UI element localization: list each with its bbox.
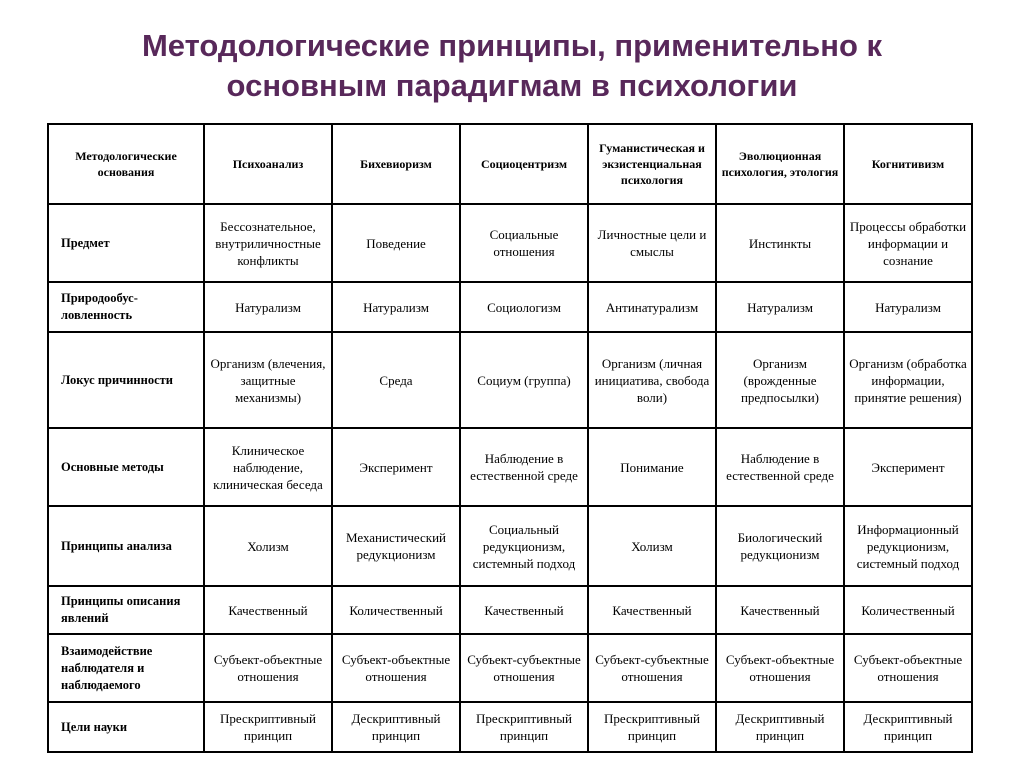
table-cell: Натурализм [204, 282, 332, 332]
row-header: Предмет [48, 204, 204, 282]
table-cell: Социологизм [460, 282, 588, 332]
table-cell: Эксперимент [844, 428, 972, 506]
table-row [48, 282, 972, 332]
row-header: Природообус-ловленность [48, 282, 204, 332]
table-cell: Дескриптивный принцип [844, 702, 972, 752]
table-cell: Дескриптивный принцип [332, 702, 460, 752]
table-cell: Поведение [332, 204, 460, 282]
table-cell: Организм (влечения, защитные механизмы) [204, 332, 332, 428]
table-cell: Качественный [204, 586, 332, 634]
table-cell: Антинатурализм [588, 282, 716, 332]
table-cell: Наблюдение в естественной среде [716, 428, 844, 506]
table-row [48, 634, 972, 702]
table-cell: Процессы обработки информации и сознание [844, 204, 972, 282]
slide-title [0, 26, 1024, 106]
table-cell: Качественный [716, 586, 844, 634]
table-row [48, 204, 972, 282]
table-cell: Натурализм [844, 282, 972, 332]
slide-title-line-1: Методологические принципы, применительно к [141, 28, 883, 63]
table-cell: Понимание [588, 428, 716, 506]
paradigms-table [47, 123, 973, 753]
slide-title-line-2: основным парадигмам в психологии [226, 68, 798, 103]
table-cell: Среда [332, 332, 460, 428]
table-cell: Субъект-объектные отношения [332, 634, 460, 702]
table-cell: Организм (личная инициатива, свобода воли) [588, 332, 716, 428]
table-cell: Эксперимент [332, 428, 460, 506]
table-cell: Качественный [588, 586, 716, 634]
table-cell: Механистический редукционизм [332, 506, 460, 586]
table-cell: Бессознательное, внутриличностные конфликты [204, 204, 332, 282]
table-cell: Субъект-объектные отношения [844, 634, 972, 702]
table-row [48, 332, 972, 428]
table-cell: Наблюдение в естественной среде [460, 428, 588, 506]
table-cell: Социум (группа) [460, 332, 588, 428]
table-row [48, 586, 972, 634]
column-header: Гуманистическая и экзистенциальная психология [588, 124, 716, 204]
column-header: Бихевиоризм [332, 124, 460, 204]
table-cell: Натурализм [716, 282, 844, 332]
row-header: Цели науки [48, 702, 204, 752]
table-row [48, 506, 972, 586]
column-header: Социоцентризм [460, 124, 588, 204]
table-cell: Субъект-объектные отношения [716, 634, 844, 702]
table-cell: Прескриптивный принцип [204, 702, 332, 752]
table-cell: Биологический редукционизм [716, 506, 844, 586]
table-cell: Инстинкты [716, 204, 844, 282]
table-cell: Социальные отношения [460, 204, 588, 282]
table-row [48, 428, 972, 506]
header-corner: Методологические основания [48, 124, 204, 204]
table-cell: Холизм [204, 506, 332, 586]
table-cell: Личностные цели и смыслы [588, 204, 716, 282]
table-cell: Субъект-объектные отношения [204, 634, 332, 702]
row-header: Взаимодействие наблюдателя и наблюдаемого [48, 634, 204, 702]
table-cell: Субъект-субъектные отношения [460, 634, 588, 702]
table-cell: Клиническое наблюдение, клиническая беседа [204, 428, 332, 506]
row-header: Локус причинности [48, 332, 204, 428]
table-cell: Организм (врожденные предпосылки) [716, 332, 844, 428]
table-cell: Качественный [460, 586, 588, 634]
table-cell: Организм (обработка информации, принятие решения) [844, 332, 972, 428]
table-cell: Прескриптивный принцип [588, 702, 716, 752]
column-header: Когнитивизм [844, 124, 972, 204]
column-header: Эволюционная психология, этология [716, 124, 844, 204]
table-cell: Дескриптивный принцип [716, 702, 844, 752]
row-header: Принципы описания явлений [48, 586, 204, 634]
table-cell: Натурализм [332, 282, 460, 332]
table-cell: Информационный редукционизм, системный подход [844, 506, 972, 586]
row-header: Основные методы [48, 428, 204, 506]
table-row [48, 702, 972, 752]
table-cell: Холизм [588, 506, 716, 586]
row-header: Принципы анализа [48, 506, 204, 586]
table-cell: Социальный редукционизм, системный подход [460, 506, 588, 586]
table-cell: Количественный [844, 586, 972, 634]
table-cell: Прескриптивный принцип [460, 702, 588, 752]
table-cell: Количественный [332, 586, 460, 634]
table-cell: Субъект-субъектные отношения [588, 634, 716, 702]
header-row [48, 124, 972, 204]
column-header: Психоанализ [204, 124, 332, 204]
